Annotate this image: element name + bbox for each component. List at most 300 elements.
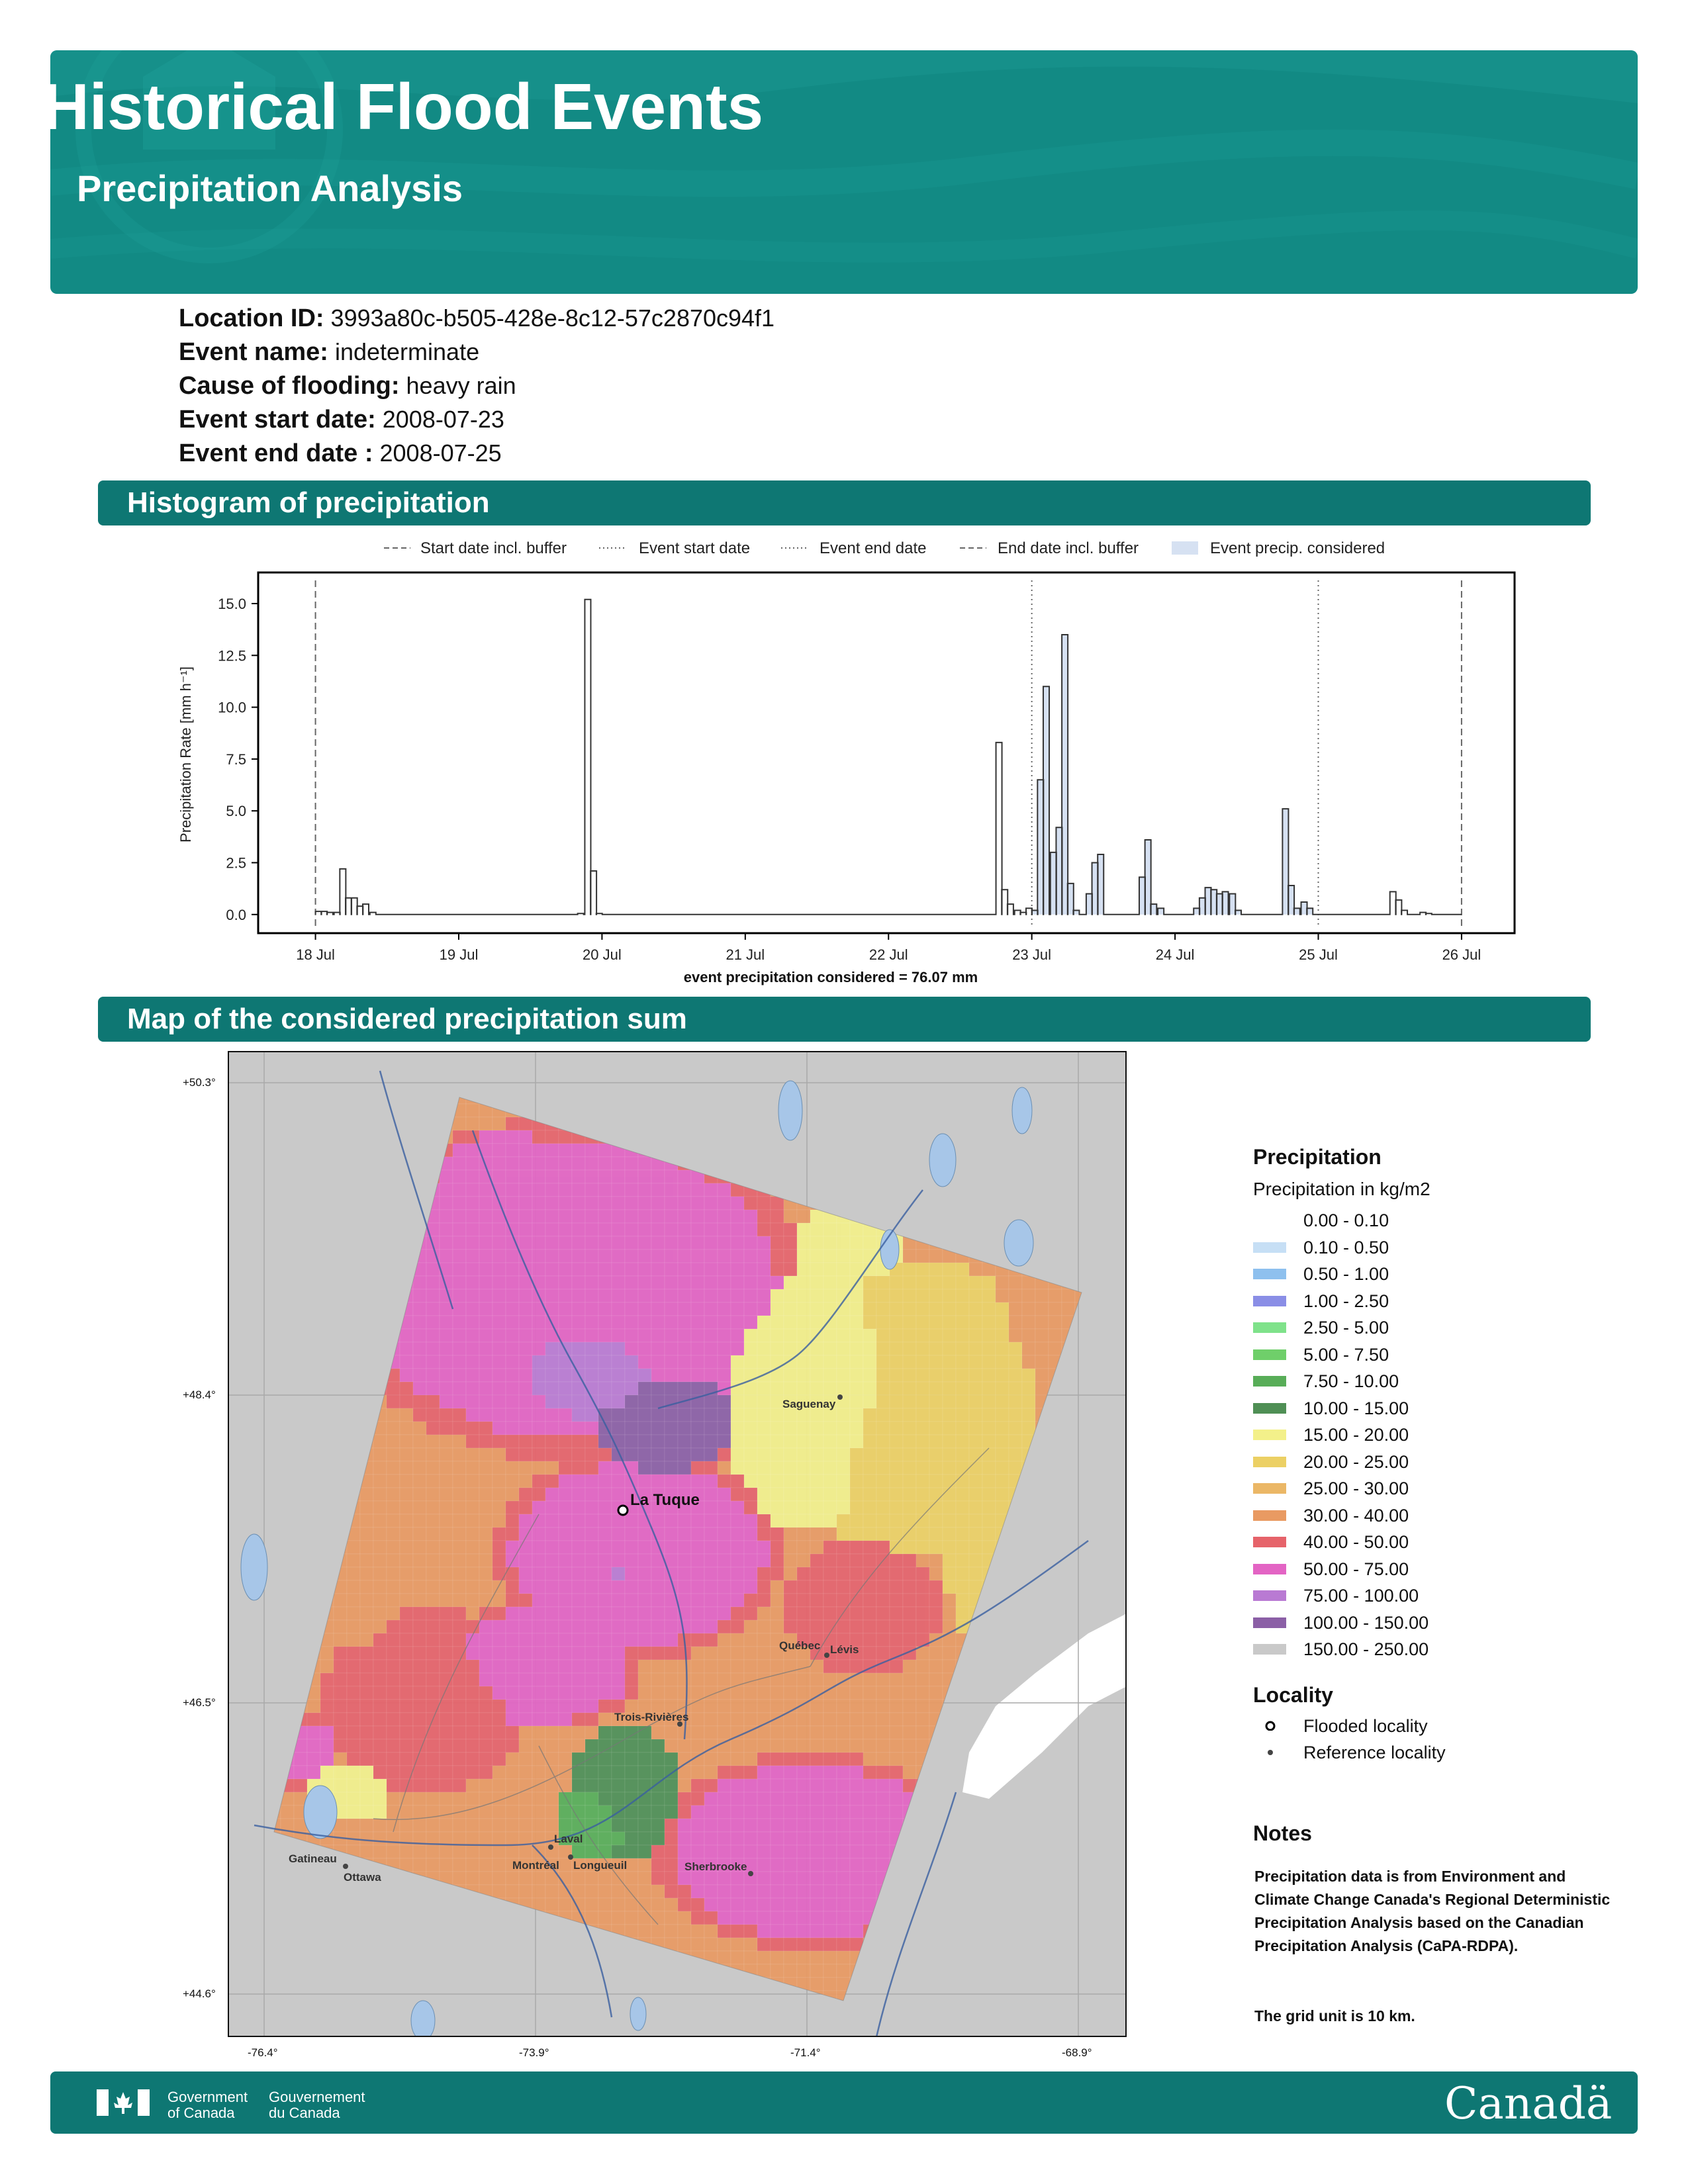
grid-cell bbox=[373, 1845, 387, 1858]
grid-cell bbox=[982, 1276, 996, 1289]
grid-cell bbox=[797, 1673, 810, 1686]
grid-cell bbox=[373, 1647, 387, 1660]
grid-cell bbox=[863, 1819, 876, 1832]
grid-cell bbox=[982, 1329, 996, 1342]
grid-cell bbox=[585, 1554, 598, 1567]
grid-cell bbox=[1009, 1276, 1022, 1289]
grid-cell bbox=[453, 1792, 466, 1805]
grid-cell bbox=[837, 1964, 850, 1978]
grid-cell bbox=[810, 1501, 823, 1514]
grid-cell bbox=[572, 1329, 585, 1342]
grid-cell bbox=[387, 1700, 400, 1713]
grid-cell bbox=[837, 1501, 850, 1514]
grid-cell bbox=[929, 1408, 943, 1422]
grid-cell bbox=[969, 1501, 982, 1514]
grid-cell bbox=[823, 1673, 837, 1686]
grid-cell bbox=[969, 1276, 982, 1289]
grid-cell bbox=[334, 1726, 347, 1739]
grid-cell bbox=[943, 1382, 956, 1395]
grid-cell bbox=[585, 1329, 598, 1342]
grid-cell bbox=[625, 1382, 638, 1395]
grid-cell bbox=[929, 1422, 943, 1435]
histogram-chart bbox=[165, 563, 1523, 993]
grid-cell bbox=[810, 1938, 823, 1951]
grid-cell bbox=[863, 1355, 876, 1369]
grid-cell bbox=[585, 1144, 598, 1157]
grid-cell bbox=[784, 1911, 797, 1925]
grid-cell bbox=[797, 1594, 810, 1607]
grid-cell bbox=[545, 1210, 559, 1223]
grid-cell bbox=[426, 1858, 440, 1872]
grid-cell bbox=[585, 1157, 598, 1170]
grid-cell bbox=[651, 1369, 665, 1382]
grid-cell bbox=[757, 1223, 771, 1236]
x-tick-label: 19 Jul bbox=[439, 946, 479, 963]
grid-cell bbox=[929, 1594, 943, 1607]
grid-cell bbox=[784, 1475, 797, 1488]
grid-cell bbox=[665, 1620, 678, 1633]
grid-cell bbox=[771, 1792, 784, 1805]
grid-cell bbox=[876, 1395, 890, 1408]
grid-cell bbox=[625, 1422, 638, 1435]
grid-cell bbox=[718, 1633, 731, 1647]
grid-cell bbox=[850, 1911, 863, 1925]
grid-cell bbox=[519, 1183, 532, 1197]
grid-cell bbox=[876, 1369, 890, 1382]
grid-cell bbox=[916, 1302, 929, 1316]
grid-cell bbox=[598, 1276, 612, 1289]
grid-cell bbox=[916, 1448, 929, 1461]
grid-cell bbox=[479, 1713, 492, 1726]
grid-cell bbox=[863, 1342, 876, 1355]
grid-cell bbox=[982, 1369, 996, 1382]
grid-cell bbox=[307, 1739, 320, 1752]
grid-cell bbox=[373, 1554, 387, 1567]
x-tick-label: 18 Jul bbox=[296, 946, 335, 963]
grid-cell bbox=[691, 1554, 704, 1567]
grid-cell bbox=[426, 1739, 440, 1752]
grid-cell bbox=[585, 1289, 598, 1302]
grid-cell bbox=[876, 1647, 890, 1660]
grid-cell bbox=[638, 1395, 651, 1408]
grid-cell bbox=[903, 1607, 916, 1620]
grid-cell bbox=[519, 1766, 532, 1779]
grid-cell bbox=[532, 1355, 545, 1369]
grid-cell bbox=[718, 1911, 731, 1925]
grid-cell bbox=[387, 1594, 400, 1607]
grid-cell bbox=[426, 1289, 440, 1302]
grid-cell bbox=[651, 1567, 665, 1580]
grid-cell bbox=[704, 1514, 718, 1527]
grid-cell bbox=[625, 1580, 638, 1594]
grid-cell bbox=[492, 1580, 506, 1594]
grid-cell bbox=[771, 1805, 784, 1819]
grid-cell bbox=[492, 1832, 506, 1845]
grid-cell bbox=[823, 1819, 837, 1832]
grid-cell bbox=[718, 1567, 731, 1580]
grid-cell bbox=[678, 1435, 691, 1448]
grid-cell bbox=[572, 1289, 585, 1302]
grid-cell bbox=[585, 1223, 598, 1236]
grid-cell bbox=[704, 1183, 718, 1197]
grid-cell bbox=[678, 1779, 691, 1792]
grid-cell bbox=[691, 1885, 704, 1898]
grid-cell bbox=[1009, 1422, 1022, 1435]
grid-cell bbox=[532, 1872, 545, 1885]
grid-cell bbox=[1009, 1316, 1022, 1329]
grid-cell bbox=[545, 1885, 559, 1898]
gov-en-line1: Government bbox=[167, 2089, 248, 2105]
grid-cell bbox=[638, 1739, 651, 1752]
grid-cell bbox=[373, 1713, 387, 1726]
grid-cell bbox=[347, 1554, 360, 1567]
grid-cell bbox=[823, 1263, 837, 1276]
grid-cell bbox=[797, 1726, 810, 1739]
grid-cell bbox=[506, 1435, 519, 1448]
grid-cell bbox=[1035, 1329, 1049, 1342]
grid-cell bbox=[506, 1276, 519, 1289]
grid-cell bbox=[466, 1448, 479, 1461]
grid-cell bbox=[625, 1541, 638, 1554]
grid-cell bbox=[797, 1461, 810, 1475]
grid-cell bbox=[784, 1527, 797, 1541]
grid-cell bbox=[545, 1461, 559, 1475]
grid-cell bbox=[718, 1620, 731, 1633]
grid-cell bbox=[757, 1647, 771, 1660]
grid-cell bbox=[572, 1342, 585, 1355]
histogram-step-line bbox=[316, 600, 1462, 915]
grid-cell bbox=[373, 1461, 387, 1475]
grid-cell bbox=[810, 1792, 823, 1805]
grid-cell bbox=[982, 1475, 996, 1488]
grid-cell bbox=[731, 1395, 744, 1408]
grid-cell bbox=[691, 1898, 704, 1911]
grid-cell bbox=[823, 1938, 837, 1951]
grid-cell bbox=[665, 1911, 678, 1925]
grid-cell bbox=[771, 1819, 784, 1832]
grid-cell bbox=[638, 1845, 651, 1858]
grid-cell bbox=[400, 1541, 413, 1554]
grid-cell bbox=[837, 1885, 850, 1898]
grid-cell bbox=[506, 1673, 519, 1686]
grid-cell bbox=[466, 1567, 479, 1580]
grid-cell bbox=[638, 1819, 651, 1832]
grid-cell bbox=[519, 1885, 532, 1898]
grid-cell bbox=[929, 1541, 943, 1554]
grid-cell bbox=[492, 1620, 506, 1633]
grid-cell bbox=[757, 1607, 771, 1620]
grid-cell bbox=[559, 1858, 572, 1872]
grid-cell bbox=[519, 1197, 532, 1210]
grid-cell bbox=[678, 1567, 691, 1580]
grid-cell bbox=[334, 1673, 347, 1686]
grid-cell bbox=[387, 1766, 400, 1779]
grid-cell bbox=[532, 1779, 545, 1792]
grid-cell bbox=[744, 1197, 757, 1210]
grid-cell bbox=[903, 1422, 916, 1435]
grid-cell bbox=[559, 1289, 572, 1302]
grid-cell bbox=[440, 1805, 453, 1819]
grid-cell bbox=[837, 1302, 850, 1316]
grid-cell bbox=[704, 1236, 718, 1250]
grid-cell bbox=[545, 1183, 559, 1197]
grid-cell bbox=[784, 1369, 797, 1382]
grid-cell bbox=[863, 1832, 876, 1845]
grid-cell bbox=[572, 1316, 585, 1329]
grid-cell bbox=[492, 1739, 506, 1752]
grid-cell bbox=[810, 1554, 823, 1567]
grid-cell bbox=[876, 1792, 890, 1805]
grid-cell bbox=[903, 1395, 916, 1408]
grid-cell bbox=[744, 1686, 757, 1700]
grid-cell bbox=[612, 1382, 625, 1395]
grid-cell bbox=[929, 1660, 943, 1673]
grid-cell bbox=[863, 1554, 876, 1567]
grid-cell bbox=[612, 1355, 625, 1369]
grid-cell bbox=[506, 1289, 519, 1302]
grid-cell bbox=[506, 1382, 519, 1395]
grid-cell bbox=[757, 1514, 771, 1527]
grid-cell bbox=[585, 1408, 598, 1422]
grid-cell bbox=[916, 1660, 929, 1673]
grid-cell bbox=[426, 1527, 440, 1541]
grid-cell bbox=[413, 1620, 426, 1633]
grid-cell bbox=[903, 1475, 916, 1488]
grid-cell bbox=[771, 1752, 784, 1766]
page-subtitle: Precipitation Analysis bbox=[77, 167, 463, 209]
grid-cell bbox=[572, 1461, 585, 1475]
grid-cell bbox=[903, 1713, 916, 1726]
grid-cell bbox=[718, 1647, 731, 1660]
grid-cell bbox=[572, 1607, 585, 1620]
grid-cell bbox=[744, 1805, 757, 1819]
grid-cell bbox=[625, 1197, 638, 1210]
grid-cell bbox=[373, 1832, 387, 1845]
grid-cell bbox=[585, 1475, 598, 1488]
grid-cell bbox=[559, 1210, 572, 1223]
grid-cell bbox=[876, 1448, 890, 1461]
grid-cell bbox=[956, 1567, 969, 1580]
grid-cell bbox=[757, 1435, 771, 1448]
grid-cell bbox=[903, 1726, 916, 1739]
grid-cell bbox=[585, 1898, 598, 1911]
canada-flag-icon bbox=[97, 2089, 150, 2116]
grid-cell bbox=[426, 1488, 440, 1501]
grid-cell bbox=[863, 1475, 876, 1488]
grid-cell bbox=[943, 1408, 956, 1422]
grid-cell bbox=[598, 1620, 612, 1633]
grid-cell bbox=[506, 1686, 519, 1700]
grid-cell bbox=[347, 1726, 360, 1739]
grid-cell bbox=[916, 1567, 929, 1580]
grid-cell bbox=[492, 1448, 506, 1461]
grid-cell bbox=[532, 1647, 545, 1660]
legend-label: 10.00 - 15.00 bbox=[1303, 1398, 1409, 1418]
grid-cell bbox=[638, 1302, 651, 1316]
grid-cell bbox=[334, 1594, 347, 1607]
grid-cell bbox=[453, 1832, 466, 1845]
grid-cell bbox=[1022, 1355, 1035, 1369]
grid-cell bbox=[996, 1316, 1009, 1329]
grid-cell bbox=[545, 1567, 559, 1580]
grid-cell bbox=[492, 1726, 506, 1739]
grid-cell bbox=[863, 1567, 876, 1580]
grid-cell bbox=[559, 1647, 572, 1660]
grid-cell bbox=[757, 1567, 771, 1580]
grid-cell bbox=[440, 1726, 453, 1739]
grid-cell bbox=[718, 1805, 731, 1819]
grid-cell bbox=[638, 1157, 651, 1170]
grid-cell bbox=[757, 1832, 771, 1845]
notes-title: Notes bbox=[1253, 1821, 1312, 1845]
grid-cell bbox=[744, 1316, 757, 1329]
grid-cell bbox=[440, 1250, 453, 1263]
grid-cell bbox=[585, 1316, 598, 1329]
grid-cell bbox=[545, 1422, 559, 1435]
city-montreal: Montréal bbox=[512, 1859, 559, 1872]
grid-cell bbox=[1022, 1276, 1035, 1289]
grid-cell bbox=[903, 1448, 916, 1461]
grid-cell bbox=[413, 1713, 426, 1726]
grid-cell bbox=[466, 1647, 479, 1660]
legend-event-start: Event start date bbox=[639, 539, 751, 557]
grid-cell bbox=[506, 1713, 519, 1726]
grid-cell bbox=[903, 1263, 916, 1276]
grid-cell bbox=[466, 1157, 479, 1170]
grid-cell bbox=[890, 1422, 903, 1435]
grid-cell bbox=[876, 1527, 890, 1541]
grid-cell bbox=[532, 1607, 545, 1620]
grid-cell bbox=[638, 1316, 651, 1329]
grid-cell bbox=[810, 1779, 823, 1792]
grid-cell bbox=[625, 1514, 638, 1527]
grid-cell bbox=[863, 1382, 876, 1395]
grid-cell bbox=[466, 1422, 479, 1435]
grid-cell bbox=[731, 1819, 744, 1832]
grid-cell bbox=[612, 1329, 625, 1342]
grid-cell bbox=[532, 1130, 545, 1144]
grid-cell bbox=[559, 1554, 572, 1567]
grid-cell bbox=[585, 1527, 598, 1541]
grid-cell bbox=[810, 1700, 823, 1713]
grid-cell bbox=[850, 1448, 863, 1461]
grid-cell bbox=[440, 1197, 453, 1210]
grid-cell bbox=[943, 1647, 956, 1660]
x-tick-label: 22 Jul bbox=[868, 946, 908, 963]
grid-cell bbox=[466, 1223, 479, 1236]
grid-cell bbox=[598, 1355, 612, 1369]
grid-cell bbox=[466, 1355, 479, 1369]
grid-cell bbox=[492, 1885, 506, 1898]
grid-cell bbox=[744, 1541, 757, 1554]
grid-cell bbox=[969, 1554, 982, 1567]
grid-cell bbox=[704, 1898, 718, 1911]
grid-cell bbox=[612, 1885, 625, 1898]
grid-cell bbox=[400, 1580, 413, 1594]
grid-cell bbox=[969, 1316, 982, 1329]
grid-cell bbox=[837, 1422, 850, 1435]
grid-cell bbox=[691, 1594, 704, 1607]
grid-cell bbox=[863, 1726, 876, 1739]
grid-cell bbox=[810, 1607, 823, 1620]
grid-cell bbox=[876, 1779, 890, 1792]
grid-cell bbox=[1009, 1461, 1022, 1475]
grid-cell bbox=[665, 1236, 678, 1250]
grid-cell bbox=[572, 1144, 585, 1157]
grid-cell bbox=[413, 1845, 426, 1858]
grid-cell bbox=[665, 1832, 678, 1845]
grid-cell bbox=[387, 1435, 400, 1448]
grid-cell bbox=[943, 1594, 956, 1607]
grid-cell bbox=[638, 1183, 651, 1197]
grid-cell bbox=[651, 1805, 665, 1819]
legend-label: 100.00 - 150.00 bbox=[1303, 1612, 1429, 1633]
grid-cell bbox=[876, 1726, 890, 1739]
grid-cell bbox=[479, 1117, 492, 1130]
grid-cell bbox=[744, 1819, 757, 1832]
grid-cell bbox=[387, 1422, 400, 1435]
grid-cell bbox=[704, 1488, 718, 1501]
grid-cell bbox=[863, 1792, 876, 1805]
grid-cell bbox=[440, 1779, 453, 1792]
grid-cell bbox=[545, 1276, 559, 1289]
grid-cell bbox=[572, 1633, 585, 1647]
grid-cell bbox=[691, 1832, 704, 1845]
grid-cell bbox=[718, 1197, 731, 1210]
grid-cell bbox=[903, 1302, 916, 1316]
grid-cell bbox=[532, 1183, 545, 1197]
grid-cell bbox=[347, 1673, 360, 1686]
grid-cell bbox=[453, 1872, 466, 1885]
grid-cell bbox=[598, 1448, 612, 1461]
grid-cell bbox=[678, 1382, 691, 1395]
grid-cell bbox=[956, 1263, 969, 1276]
grid-cell bbox=[638, 1832, 651, 1845]
grid-cell bbox=[519, 1448, 532, 1461]
grid-cell bbox=[718, 1448, 731, 1461]
grid-cell bbox=[731, 1488, 744, 1501]
grid-cell bbox=[797, 1938, 810, 1951]
grid-cell bbox=[744, 1845, 757, 1858]
grid-cell bbox=[347, 1819, 360, 1832]
grid-cell bbox=[784, 1448, 797, 1461]
grid-cell bbox=[532, 1223, 545, 1236]
grid-cell bbox=[479, 1369, 492, 1382]
grid-cell bbox=[876, 1276, 890, 1289]
grid-cell bbox=[982, 1448, 996, 1461]
legend-swatch bbox=[1253, 1644, 1286, 1655]
grid-cell bbox=[479, 1580, 492, 1594]
grid-cell bbox=[426, 1594, 440, 1607]
grid-cell bbox=[665, 1170, 678, 1183]
grid-cell bbox=[320, 1673, 334, 1686]
grid-cell bbox=[916, 1673, 929, 1686]
grid-cell bbox=[545, 1382, 559, 1395]
grid-cell bbox=[545, 1819, 559, 1832]
grid-cell bbox=[665, 1898, 678, 1911]
grid-cell bbox=[360, 1647, 373, 1660]
info-value: indeterminate bbox=[334, 338, 480, 365]
grid-cell bbox=[625, 1448, 638, 1461]
grid-cell bbox=[334, 1620, 347, 1633]
grid-cell bbox=[996, 1302, 1009, 1316]
grid-cell bbox=[823, 1316, 837, 1329]
grid-cell bbox=[943, 1567, 956, 1580]
grid-cell bbox=[757, 1911, 771, 1925]
grid-cell bbox=[665, 1342, 678, 1355]
grid-cell bbox=[823, 1739, 837, 1752]
grid-cell bbox=[691, 1369, 704, 1382]
